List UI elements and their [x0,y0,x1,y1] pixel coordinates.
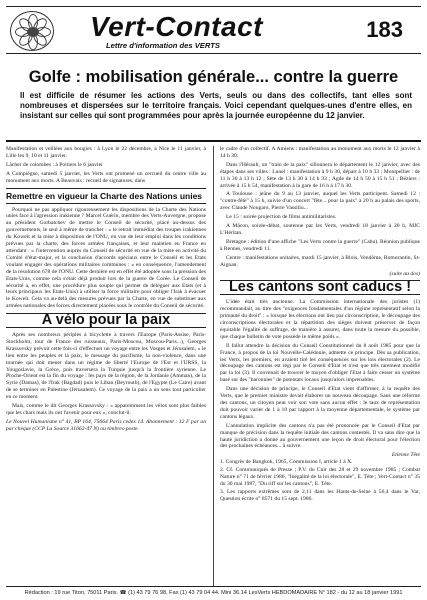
intro-paragraph: Lâcher de colombes : à Poitiers le 6 janvier [6,161,103,168]
footnote: 1. Congrès de Bangkok, 1965, Commission I, article 1 à X. [220,459,353,466]
headline-rule [6,140,421,142]
velo-heading: A vélo pour la paix [6,313,206,328]
velo-paragraph: Après ses nombreux périples à bicyclette à travers l'Europe (Paris-Assise, Paris-Stockholm, tour de France des ruisseaux, Paris-Moscou, Moscou-Paris...), Georges Krassovsky prévoit cette fois-ci d'effectuer un voyage entre les Vosges et Jérusalem, « le lien entre les peuples et la paix, le message du pacifisme, la non-violence, dans une tournée qui doit mener dans un régime de liberté l'Europe de l'Est et l'URSS, la Yougoslavie, la Grèce, puis traversera la Turquie jusqu'à la frontière syrienne. Le Proche-Orient est la fin du voyage : les pays de la région, de la Jordanie (Amman), de la Syrie (Damas), de l'Irak (Bagdad) puis le Liban (Beyrouth), de l'Egypte (Le Caire) avant de se terminer en Palestine (Jérusalem). Ce voyage de la paix a un sens tout particulier en ce moment. [6,332,206,401]
charte-heading-box [6,188,206,204]
sunflower-logo-icon [10,11,54,51]
footnote: 2. Cf. Communiqués de Presse ; P.V. du Cnir des 28 et 29 novembre 1985 ; Combat Nature n° 71 de février 1986, "Inégalité de la loi électorale", E. Tête ; Vert-Contact n° 35 du 30 mai 1987, "Du riff sur les cantons", E. Tête. [220,467,420,487]
action-paragraph: Centre : manifestations unitaires, mardi 15 janvier, à Blois, Vendôme, Romorantin, St-Aignan. [220,254,420,268]
intro-paragraph: Manifestation et veillées aux bougies : à Lyon le 22 décembre, à Nice le 11 janvier, à Lille les 9, 10 et 11 janvier. [6,146,206,159]
action-paragraph: Dans l'Hérault, un "train de la paix" sillonnera le département le 12 janvier, avec des étapes dans ses villes : Lunel : manifestation à 9 h 30, départ à 10 h 33 ; Montpellier : de 11 h 30 à 13 h 12 ; Sète de 13 h 30 à 14 h 33 ; Agde de 14 h 50 à 15 h 51 ; Béziers : arrivée à 15 h 54, manifestation à la gare de 16 h à 17 h 30. [220,161,420,189]
left-column [6,146,206,435]
subscription-info: Le Nouvel Humanisme n° 41, BP 164, 75664 Paris cedex 14. Abonnement : 12 F par an par chèque (CCP La Source 31662-47 N) ou timbres-poste. [6,418,206,432]
page-footer: Rédaction : 19 rue Titon, 75011 Paris. ☎ (1) 43 79 76 98, Fax (1) 43 79 04 44. Mini 36.14 LesVerts HEBDOMADAIRE N° 182 - du 12 au 18 janvier 1991 [6,586,421,597]
cantons-paragraph: L'annulation implicite des cantons n'a pas été prononcée par le Conseil d'Etat par manque de précision dans la requête initiale des cantons contestés. Il va sans dire que la haute juridiction a donné au gouvernement une leçon de droit électoral pour l'élection des prochaines échéances... à suivre. [220,422,420,450]
footnotes [220,459,420,502]
newsletter-page [6,6,421,594]
intro-paragraph: A Compiègne, samedi 5 janvier, les Verts ont promené un cercueil du centre ville au monument aux morts. A Beauvais : recueil de signatures, dans [6,170,206,184]
main-headline: Golfe : mobilisation générale... contre la guerre [28,68,399,86]
masthead-title: Vert-Contact [90,11,263,42]
masthead [6,6,421,54]
masthead-subtitle: Lettre d'information des VERTS [106,41,220,50]
action-paragraph: le cadre d'un collectif. A Amiens : manifestation au monument aux morts le 12 janvier à 14 h 30. [220,146,420,159]
headline-lead: Il est difficile de résumer les actions des Verts, seuls ou dans des collectifs, tant elles sont nombreuses et dispersées sur le territoire français. Voici cependant quelques-unes d'entre elles, en insistant sur celles qui sont programmées pour après la journée européenne du 12 janvier. [20,91,412,120]
cantons-heading: Les cantons sont caducs ! [220,280,420,295]
right-column [220,146,420,504]
action-paragraph: A Mâcon, soirée-débat, soutenue par les Verts, vendredi 18 janvier à 20 h, MJC L'Héritan. [220,223,420,236]
issue-number: 183 [366,17,403,42]
action-paragraph: A Toulouse : jeûne du 9 au 13 janvier, auquel les Verts participent. Samedi 12 : "contre-fête" à 15 h, suivie d'un concert "fête... pour la paix" à 20 h au palais des sports, avec Claude Nougaro, Pierre Vassiliu... [220,191,420,212]
cantons-paragraph: L'idée était très ancienne. La Commission internationale des juristes (1) recommandait, au titre des "exigences fondamentales d'un régime représentatif selon la primauté du droit" : « lorsque les élections ont lieu par circonscription, le découpage des circonscriptions électorales et la répartition des sièges doivent préserver de façon équitable l'égalité de suffrage, de manière à assurer, dans toute la mesure du possible, que chaque bulletin de vote possède le même poids ». [220,299,420,340]
action-paragraph: Le 15 : soirée projection de films antimilitaristes. [226,214,337,221]
continued-note: (suite au dos) [389,270,420,277]
action-paragraph: Bretagne : édition d'une affiche "Les Verts contre la guerre" (Cabu). Réunion publique à Rennes, vendredi 11. [220,238,420,252]
column-divider [213,146,214,586]
cantons-paragraph: Il fallut attendre la décision du Conseil Constitutionnel du 8 août 1985 pour que la France, à propos de la loi Nouvelle-Calédonie, admette ce principe. Dès sa publication, les Verts, les premiers, en avaient tiré les conséquences sur les lois électorales (2). Le découpage des cantons est régi par le Conseil d'Etat et n'est que très rarement modifié par la loi (3). Il convenait de trouver le moyen d'obliger l'Etat à faire cesser un système basé sur des "baronnies" de potentats locaux jusqu'alors imprenables. [220,342,420,384]
charte-heading: Remettre en vigueur la Charte des Nations unies [6,190,203,201]
article-signature: Etienne Tête [391,452,420,459]
cantons-paragraph: Dans une décision de principe, le Conseil d'Etat vient d'affirmer, à la requête des Verts, que le premier ministre devait élaborer un nouveau découpage. Sans une réforme des cantons, un citoyen peut voir son vote sans aucun effet : le taux de représentation doit pouvoir varier de 1 à 10 par rapport à la moyenne départementale, le système par cantons légaux. [220,386,420,420]
footnote: 3. Les rapports extrêmes sont de 2,11 dans les Hauts-de-Seine à 56,4 dans le Var, Question écrite n° 8571 du 15 sept. 1986. [220,488,420,502]
charte-paragraph: Pourquoi ne pas appliquer rigoureusement les dispositions de la Charte des Nations unies face à l'agression irakienne ? Marcel Guérin, membre des Verts-Auvergne, propose au président Gorbatchev de mettre le Conseil de sécurité, placé au-dessus des gouvernements, le seul à même de trancher : « le retrait immédiat des troupes irakiennes du Koweït et la mise à disposition de l'ONU, en vue de leur emploi dans les conditions prévues par la charte, des forces armées françaises, et leur maintien en France en attendant : « l'intervention auprès du Conseil de sécurité en vue de la mise en activité du Comité d'état-major, et la conclusion d'accords spéciaux entre le Conseil et les Etats voulant engager des opérations militaires communes : « en conséquence, l'amendement de la résolution 678 de l'ONU. Cette dernière est en effet été adoptée sous la pression des Etats-Unis, comme cela s'était déjà produit lors de la guerre de Corée. Le Conseil de sécurité a, en effet, une procédure plus souple qui permet de déléguer aux Etats (et à leurs principaux les Etats-Unis) à utiliser la force militaire pour obliger l'Irak à évacuer le Koweït. Cela va au-delà des mesures prévues par la Charte, en vue de substituer aux armées nationales des forces directement placées sous le contrôle du Conseil de sécurité. [6,206,206,310]
velo-paragraph: Mais, comme le dit Georges Krassovsky : « apparemment les vélos sont plus faibles que les chars mais ils ont l'avenir pour eux », conclut-il. [6,403,206,416]
